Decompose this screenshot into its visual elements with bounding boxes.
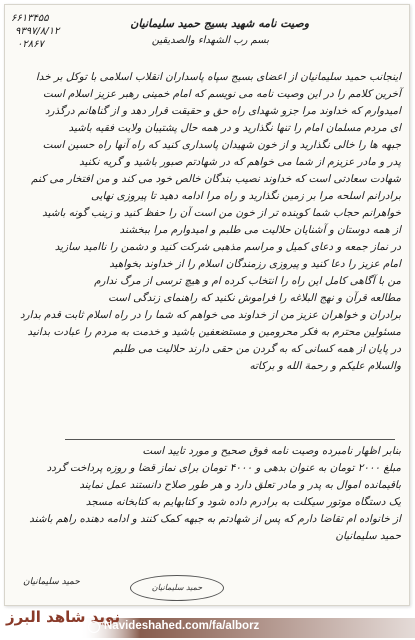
body-line: آخرین کلامم را در این وصیت نامه می نویسم که امام خمینی رهبر عزیز اسلام است [42,88,401,100]
body-line: جبهه ها را خالی نگذارید و از خون شهیدان پاسداری کنید که راه آنها راه حسین است [42,139,401,151]
body-line: امیدوارم که خداوند مرا جزو شهدای راه حق و حقیقت قرار دهد و از گناهانم درگذرد [44,105,401,117]
document-number: ۶۶۱۳۴۵۵ [11,13,49,24]
footer-line: یک دستگاه موتور سیکلت به برادرم داده شود و کتابهایم به کتابخانه مسجد [85,496,401,508]
body-line: برادرانم اسلحه مرا بر زمین نگذارید و راه مرا ادامه دهید تا پیروزی نهایی [90,190,401,202]
body-line: ای مردم مسلمان امام را تنها نگذارید و در همه حال پشتیبان ولایت فقیه باشید [68,122,401,134]
body-line: پدر و مادر عزیزم از شما می خواهم که در شهادتم صبور باشید و گریه نکنید [79,156,401,168]
footer-line: از خانواده ام تقاضا دارم که پس از شهادتم به جبهه کمک کنند و ادامه دهنده راهم باشند [29,513,401,525]
body-line: شهادت سعادتی است که خداوند نصیب بندگان خالص خود می کند و من افتخار می کنم [31,173,401,185]
footer-line: باقیمانده اموال به پدر و مادر تعلق دارد و هر طور صلاح دانستند عمل نمایند [79,479,401,491]
body-line: از همه دوستان و آشنایان حلالیت می طلبم و امیدوارم مرا ببخشند [119,224,401,236]
branding-logo: نوید شاهد البرز [6,608,121,626]
website-link[interactable]: Navideshahed.com/fa/alborz [104,620,260,632]
body-line: خواهرانم حجاب شما کوبنده تر از خون من است آن را حفظ کنید و زینب گونه باشید [42,207,401,219]
document-appendix: ۰۲۸۶۷ [17,39,44,50]
footer-line: بنابر اظهار نامبرده وصیت نامه فوق صحیح و مورد تایید است [142,445,401,457]
section-divider [65,439,395,440]
body-line: در پایان از همه کسانی که به گردن من حقی دارند حلالیت می طلبم [113,343,401,355]
body-line: مطالعه قرآن و نهج البلاغه را فراموش نکنید که راهنمای زندگی است [108,292,401,304]
body-line: اینجانب حمید سلیمانیان از اعضای بسیج سپاه پاسداران انقلاب اسلامی با توکل بر خدا [35,71,401,83]
body-line: والسلام علیکم و رحمة الله و برکاته [249,360,401,372]
body-line: امام عزیز را دعا کنید و پیروزی رزمندگان اسلام را از خداوند بخواهید [109,258,401,270]
body-line: در نماز جمعه و دعای کمیل و مراسم مذهبی شرکت کنید و دشمن را ناامید سازید [54,241,401,253]
stamp: حمید سلیمانیان [130,575,224,601]
document-title: وصیت نامه شهید بسیج حمید سلیمانیان [130,17,309,30]
signature: حمید سلیمانیان [23,577,80,587]
document-page [4,4,410,606]
body-line: مسئولین محترم به فکر محرومین و مستضعفین باشید و خدمت به مردم را عبادت بدانید [27,326,401,338]
footer-line: حمید سلیمانیان [335,530,401,542]
footer-line: مبلغ ۲۰۰۰ تومان به عنوان بدهی و ۴۰۰۰ تومان برای نماز قضا و روزه پرداخت گردد [46,462,401,474]
document-date: ۹۳۹۷/۸/۱۲ [15,26,60,37]
body-line: من با آگاهی کامل این راه را انتخاب کرده ام و هیچ ترسی از مرگ ندارم [94,275,401,287]
globe-icon [88,621,100,633]
document-header-basmala: بسم رب الشهداء والصدیقین [151,35,269,46]
body-line: برادران و خواهران عزیز من از خداوند می خواهم که شما را در راه اسلام ثابت قدم بدارد [19,309,401,321]
